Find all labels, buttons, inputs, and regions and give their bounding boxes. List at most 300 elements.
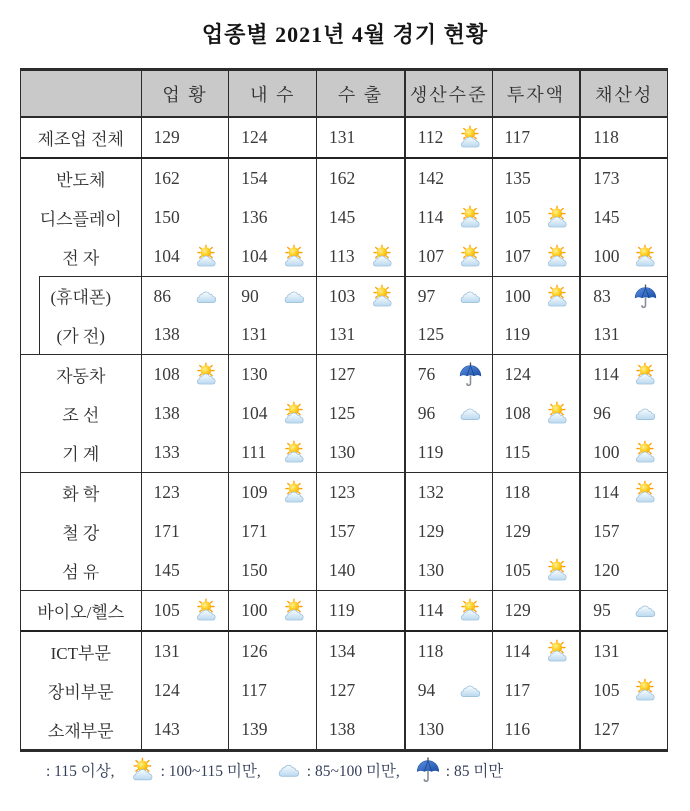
value-cell bbox=[492, 394, 580, 433]
value-cell bbox=[404, 433, 492, 472]
cell-value: 117 bbox=[504, 680, 531, 700]
table-row bbox=[21, 433, 667, 473]
cell-value: 123 bbox=[153, 482, 180, 502]
value-cell bbox=[492, 433, 580, 472]
sun-cloud-icon bbox=[544, 283, 571, 310]
cell-value: 117 bbox=[504, 127, 531, 147]
cloud-icon bbox=[632, 400, 659, 427]
sun-cloud-icon bbox=[369, 243, 396, 270]
cell-value: 86 bbox=[153, 285, 172, 306]
value-cell bbox=[316, 118, 404, 157]
sun-icon bbox=[457, 518, 484, 545]
value-cell bbox=[228, 671, 316, 710]
cell-value: 136 bbox=[241, 207, 268, 227]
row-label: 철 강 bbox=[62, 524, 100, 543]
sun-icon bbox=[369, 439, 396, 466]
value-cell bbox=[404, 671, 492, 710]
sun-icon bbox=[281, 518, 308, 545]
cell-value: 100 bbox=[593, 442, 620, 462]
sun-cloud-icon bbox=[544, 243, 571, 270]
sun-icon bbox=[544, 124, 571, 151]
cell-value: 108 bbox=[504, 403, 531, 423]
cell-value: 103 bbox=[329, 285, 356, 306]
table-body bbox=[21, 118, 667, 749]
row-label: 섬 유 bbox=[62, 563, 100, 582]
value-cell bbox=[141, 512, 229, 551]
row-label: 소재부문 bbox=[47, 722, 114, 741]
sun-cloud-icon bbox=[193, 597, 220, 624]
sun-icon bbox=[544, 518, 571, 545]
value-cell bbox=[228, 433, 316, 472]
value-cell bbox=[404, 710, 492, 749]
value-cell bbox=[141, 118, 229, 157]
table-row bbox=[21, 551, 667, 591]
sun-icon bbox=[193, 479, 220, 506]
sun-icon bbox=[14, 756, 42, 784]
sun-icon bbox=[281, 321, 308, 348]
cell-value: 100 bbox=[504, 285, 531, 306]
cell-value: 173 bbox=[593, 168, 620, 188]
sun-cloud-icon bbox=[281, 479, 308, 506]
row-label: (휴대폰) bbox=[21, 276, 141, 315]
sun-icon bbox=[281, 124, 308, 151]
table-row bbox=[21, 473, 667, 512]
value-cell bbox=[404, 159, 492, 198]
sun-cloud-icon bbox=[544, 204, 571, 231]
cell-value: 114 bbox=[417, 207, 444, 227]
header-row bbox=[21, 71, 667, 118]
cell-value: 142 bbox=[417, 168, 445, 188]
cell-value: 138 bbox=[153, 403, 180, 423]
row-label: (가 전) bbox=[21, 315, 141, 354]
value-cell bbox=[579, 473, 667, 512]
value-cell bbox=[316, 710, 404, 749]
value-cell bbox=[316, 315, 404, 354]
cloud-icon bbox=[632, 597, 659, 624]
cell-value: 130 bbox=[329, 442, 356, 462]
sun-cloud-icon bbox=[632, 361, 659, 388]
column-header: 수 출 bbox=[316, 71, 404, 116]
sun-cloud-icon bbox=[632, 677, 659, 704]
value-cell bbox=[579, 710, 667, 749]
cell-value: 118 bbox=[593, 127, 619, 147]
value-cell bbox=[316, 433, 404, 472]
value-cell bbox=[141, 355, 229, 394]
cell-value: 129 bbox=[504, 521, 531, 541]
value-cell bbox=[228, 591, 316, 630]
umbrella-icon bbox=[632, 283, 659, 310]
value-cell bbox=[404, 198, 492, 237]
value-cell bbox=[141, 473, 229, 512]
table-row bbox=[21, 671, 667, 710]
cell-value: 139 bbox=[241, 719, 268, 739]
legend-label: : 100~115 미만, bbox=[160, 763, 261, 780]
value-cell bbox=[492, 512, 580, 551]
sun-cloud-icon bbox=[193, 243, 220, 270]
value-cell bbox=[404, 118, 492, 157]
value-cell bbox=[316, 276, 404, 315]
sun-icon bbox=[369, 165, 396, 192]
cell-value: 107 bbox=[504, 246, 531, 266]
cell-value: 131 bbox=[153, 641, 180, 661]
cell-value: 131 bbox=[241, 324, 268, 344]
sun-cloud-icon bbox=[281, 439, 308, 466]
cell-value: 127 bbox=[329, 364, 356, 384]
cell-value: 131 bbox=[329, 324, 356, 344]
value-cell bbox=[316, 591, 404, 630]
cell-value: 105 bbox=[504, 207, 531, 227]
cell-value: 114 bbox=[593, 364, 619, 384]
value-cell bbox=[579, 315, 667, 354]
sun-icon bbox=[544, 716, 571, 743]
table-row bbox=[21, 276, 667, 315]
cloud-icon bbox=[275, 756, 303, 784]
cell-value: 133 bbox=[153, 442, 180, 462]
cell-value: 140 bbox=[329, 560, 356, 580]
sun-cloud-icon bbox=[457, 243, 484, 270]
value-cell bbox=[579, 276, 667, 315]
cell-value: 120 bbox=[593, 560, 620, 580]
cell-value: 96 bbox=[417, 403, 436, 423]
cell-value: 116 bbox=[504, 719, 531, 739]
legend-item bbox=[414, 756, 504, 784]
value-cell bbox=[316, 632, 404, 671]
sun-icon bbox=[193, 400, 220, 427]
cell-value: 119 bbox=[417, 442, 444, 462]
umbrella-icon bbox=[457, 361, 484, 388]
value-cell bbox=[316, 237, 404, 276]
cell-value: 105 bbox=[153, 600, 180, 620]
cell-value: 118 bbox=[417, 641, 444, 661]
value-cell bbox=[316, 198, 404, 237]
value-cell bbox=[579, 433, 667, 472]
industry-conditions-table bbox=[20, 68, 668, 752]
cell-value: 135 bbox=[504, 168, 531, 188]
cell-value: 119 bbox=[504, 324, 531, 344]
value-cell bbox=[141, 433, 229, 472]
sun-icon bbox=[193, 518, 220, 545]
sun-cloud-icon bbox=[632, 243, 659, 270]
sun-icon bbox=[369, 597, 396, 624]
sun-icon bbox=[457, 321, 484, 348]
value-cell bbox=[404, 632, 492, 671]
cell-value: 95 bbox=[593, 600, 611, 620]
sun-icon bbox=[544, 597, 571, 624]
value-cell bbox=[404, 237, 492, 276]
cell-value: 134 bbox=[329, 641, 356, 661]
value-cell bbox=[492, 551, 580, 590]
sun-cloud-icon bbox=[544, 400, 571, 427]
cell-value: 115 bbox=[504, 442, 531, 462]
cell-value: 129 bbox=[504, 600, 531, 620]
sun-icon bbox=[193, 716, 220, 743]
cell-value: 114 bbox=[504, 641, 531, 661]
column-header: 채산성 bbox=[579, 71, 667, 116]
row-label: ICT부문 bbox=[50, 644, 111, 663]
cell-value: 145 bbox=[329, 207, 356, 227]
row-label: 전 자 bbox=[62, 249, 100, 268]
cell-value: 94 bbox=[417, 680, 436, 700]
sun-icon bbox=[544, 439, 571, 466]
sun-icon bbox=[193, 557, 220, 584]
sun-icon bbox=[281, 638, 308, 665]
value-cell bbox=[228, 473, 316, 512]
cloud-icon bbox=[193, 283, 220, 310]
cell-value: 109 bbox=[241, 482, 268, 502]
value-cell bbox=[492, 355, 580, 394]
sun-cloud-icon bbox=[544, 557, 571, 584]
sun-cloud-icon bbox=[129, 756, 157, 784]
sun-icon bbox=[632, 124, 659, 151]
sun-icon bbox=[369, 321, 396, 348]
cell-value: 131 bbox=[329, 127, 356, 147]
value-cell bbox=[404, 551, 492, 590]
sun-icon bbox=[281, 361, 308, 388]
cell-value: 143 bbox=[153, 719, 180, 739]
cell-value: 90 bbox=[241, 285, 259, 306]
value-cell bbox=[316, 355, 404, 394]
row-label: 자동차 bbox=[56, 367, 106, 386]
sun-icon bbox=[544, 479, 571, 506]
value-cell bbox=[141, 276, 229, 315]
value-cell bbox=[316, 551, 404, 590]
cell-value: 132 bbox=[417, 482, 445, 502]
value-cell bbox=[492, 198, 580, 237]
value-cell bbox=[316, 473, 404, 512]
table-row bbox=[21, 198, 667, 237]
value-cell bbox=[579, 118, 667, 157]
value-cell bbox=[492, 159, 580, 198]
cell-value: 171 bbox=[241, 521, 268, 541]
value-cell bbox=[141, 551, 229, 590]
sun-icon bbox=[193, 321, 220, 348]
table-row bbox=[21, 632, 667, 671]
column-header: 생산수준 bbox=[404, 71, 492, 116]
table-row bbox=[21, 394, 667, 433]
sun-icon bbox=[457, 638, 484, 665]
sun-icon bbox=[632, 165, 659, 192]
cell-value: 104 bbox=[241, 246, 268, 266]
value-cell bbox=[404, 355, 492, 394]
sun-icon bbox=[369, 361, 396, 388]
cell-value: 150 bbox=[241, 560, 268, 580]
value-cell bbox=[579, 512, 667, 551]
cell-value: 125 bbox=[329, 403, 356, 423]
value-cell bbox=[228, 632, 316, 671]
cell-value: 104 bbox=[241, 403, 268, 423]
sun-icon bbox=[369, 557, 396, 584]
value-cell bbox=[579, 237, 667, 276]
umbrella-icon bbox=[414, 756, 442, 784]
sun-icon bbox=[193, 439, 220, 466]
cell-value: 145 bbox=[593, 207, 620, 227]
cell-value: 171 bbox=[153, 521, 180, 541]
sun-icon bbox=[457, 165, 484, 192]
cell-value: 100 bbox=[593, 246, 620, 266]
cell-value: 113 bbox=[329, 246, 355, 266]
value-cell bbox=[316, 671, 404, 710]
cell-value: 145 bbox=[153, 560, 180, 580]
cell-value: 129 bbox=[153, 127, 180, 147]
table-row bbox=[21, 118, 667, 159]
sun-cloud-icon bbox=[281, 243, 308, 270]
row-label: 제조업 전체 bbox=[37, 130, 124, 149]
sun-icon bbox=[544, 361, 571, 388]
cell-value: 117 bbox=[241, 680, 267, 700]
cell-value: 127 bbox=[593, 719, 620, 739]
cell-value: 76 bbox=[417, 364, 436, 384]
value-cell bbox=[141, 591, 229, 630]
sun-cloud-icon bbox=[457, 204, 484, 231]
value-cell bbox=[404, 315, 492, 354]
value-cell bbox=[579, 591, 667, 630]
row-label: 디스플레이 bbox=[39, 210, 122, 229]
cell-value: 131 bbox=[593, 324, 620, 344]
value-cell bbox=[316, 159, 404, 198]
sun-cloud-icon bbox=[281, 597, 308, 624]
sun-icon bbox=[632, 518, 659, 545]
cell-value: 130 bbox=[417, 719, 445, 739]
row-label: 기 계 bbox=[62, 445, 100, 464]
value-cell bbox=[579, 632, 667, 671]
sun-cloud-icon bbox=[457, 597, 484, 624]
sun-icon bbox=[193, 638, 220, 665]
cell-value: 162 bbox=[329, 168, 356, 188]
table-row bbox=[21, 710, 667, 749]
row-label: 바이오/헬스 bbox=[37, 603, 125, 622]
cell-value: 131 bbox=[593, 641, 620, 661]
sun-icon bbox=[369, 677, 396, 704]
value-cell bbox=[492, 276, 580, 315]
sun-icon bbox=[369, 204, 396, 231]
legend-label: : 115 이상, bbox=[46, 763, 115, 780]
value-cell bbox=[228, 551, 316, 590]
sun-icon bbox=[632, 716, 659, 743]
cell-value: 112 bbox=[417, 127, 444, 147]
value-cell bbox=[404, 276, 492, 315]
cell-value: 157 bbox=[593, 521, 620, 541]
sun-icon bbox=[632, 204, 659, 231]
sun-icon bbox=[281, 204, 308, 231]
cell-value: 130 bbox=[417, 560, 445, 580]
sun-icon bbox=[281, 716, 308, 743]
value-cell bbox=[579, 671, 667, 710]
value-cell bbox=[141, 710, 229, 749]
table-row bbox=[21, 159, 667, 198]
value-cell bbox=[141, 671, 229, 710]
value-cell bbox=[228, 355, 316, 394]
value-cell bbox=[228, 237, 316, 276]
sun-icon bbox=[544, 677, 571, 704]
row-label: 조 선 bbox=[62, 406, 100, 425]
value-cell bbox=[141, 315, 229, 354]
sun-icon bbox=[457, 439, 484, 466]
sun-icon bbox=[281, 557, 308, 584]
row-label: 화 학 bbox=[62, 485, 100, 504]
cell-value: 114 bbox=[593, 482, 619, 502]
page-title: 업종별 2021년 4월 경기 현황 bbox=[201, 22, 489, 47]
sun-icon bbox=[281, 165, 308, 192]
value-cell bbox=[579, 551, 667, 590]
sun-cloud-icon bbox=[369, 283, 396, 310]
cell-value: 125 bbox=[417, 324, 445, 344]
value-cell bbox=[141, 198, 229, 237]
sun-icon bbox=[369, 400, 396, 427]
value-cell bbox=[228, 118, 316, 157]
cell-value: 124 bbox=[504, 364, 531, 384]
cell-value: 126 bbox=[241, 641, 268, 661]
table-row bbox=[21, 355, 667, 394]
legend-item bbox=[129, 756, 261, 784]
sun-icon bbox=[369, 518, 396, 545]
value-cell bbox=[492, 671, 580, 710]
cell-value: 100 bbox=[241, 600, 268, 620]
cell-value: 157 bbox=[329, 521, 356, 541]
sun-icon bbox=[369, 479, 396, 506]
sun-icon bbox=[369, 638, 396, 665]
sun-icon bbox=[369, 716, 396, 743]
legend-item bbox=[14, 756, 115, 784]
cell-value: 119 bbox=[329, 600, 355, 620]
cell-value: 104 bbox=[153, 246, 180, 266]
value-cell bbox=[141, 159, 229, 198]
value-cell bbox=[579, 198, 667, 237]
cell-value: 138 bbox=[329, 719, 356, 739]
value-cell bbox=[228, 159, 316, 198]
value-cell bbox=[316, 394, 404, 433]
value-cell bbox=[141, 237, 229, 276]
cell-value: 123 bbox=[329, 482, 356, 502]
value-cell bbox=[492, 315, 580, 354]
cell-value: 96 bbox=[593, 403, 611, 423]
cell-value: 107 bbox=[417, 246, 445, 266]
cell-value: 138 bbox=[153, 324, 180, 344]
cell-value: 124 bbox=[153, 680, 180, 700]
value-cell bbox=[492, 473, 580, 512]
corner-cell bbox=[21, 71, 141, 116]
sun-icon bbox=[193, 204, 220, 231]
cloud-icon bbox=[457, 677, 484, 704]
cell-value: 111 bbox=[241, 442, 267, 462]
legend bbox=[14, 756, 517, 784]
cloud-icon bbox=[457, 400, 484, 427]
cell-value: 118 bbox=[504, 482, 531, 502]
legend-item bbox=[275, 756, 400, 784]
sun-icon bbox=[544, 165, 571, 192]
value-cell bbox=[579, 355, 667, 394]
sun-icon bbox=[544, 321, 571, 348]
sun-cloud-icon bbox=[632, 439, 659, 466]
value-cell bbox=[228, 198, 316, 237]
sun-icon bbox=[457, 716, 484, 743]
value-cell bbox=[228, 276, 316, 315]
cell-value: 162 bbox=[153, 168, 180, 188]
cell-value: 129 bbox=[417, 521, 445, 541]
cell-value: 105 bbox=[593, 680, 620, 700]
value-cell bbox=[404, 394, 492, 433]
sun-icon bbox=[193, 124, 220, 151]
value-cell bbox=[404, 512, 492, 551]
sun-icon bbox=[632, 638, 659, 665]
value-cell bbox=[228, 512, 316, 551]
value-cell bbox=[579, 394, 667, 433]
value-cell bbox=[228, 315, 316, 354]
legend-label: : 85 미만 bbox=[445, 763, 504, 780]
cell-value: 124 bbox=[241, 127, 268, 147]
row-label: 반도체 bbox=[56, 171, 106, 190]
cell-value: 127 bbox=[329, 680, 356, 700]
value-cell bbox=[492, 237, 580, 276]
